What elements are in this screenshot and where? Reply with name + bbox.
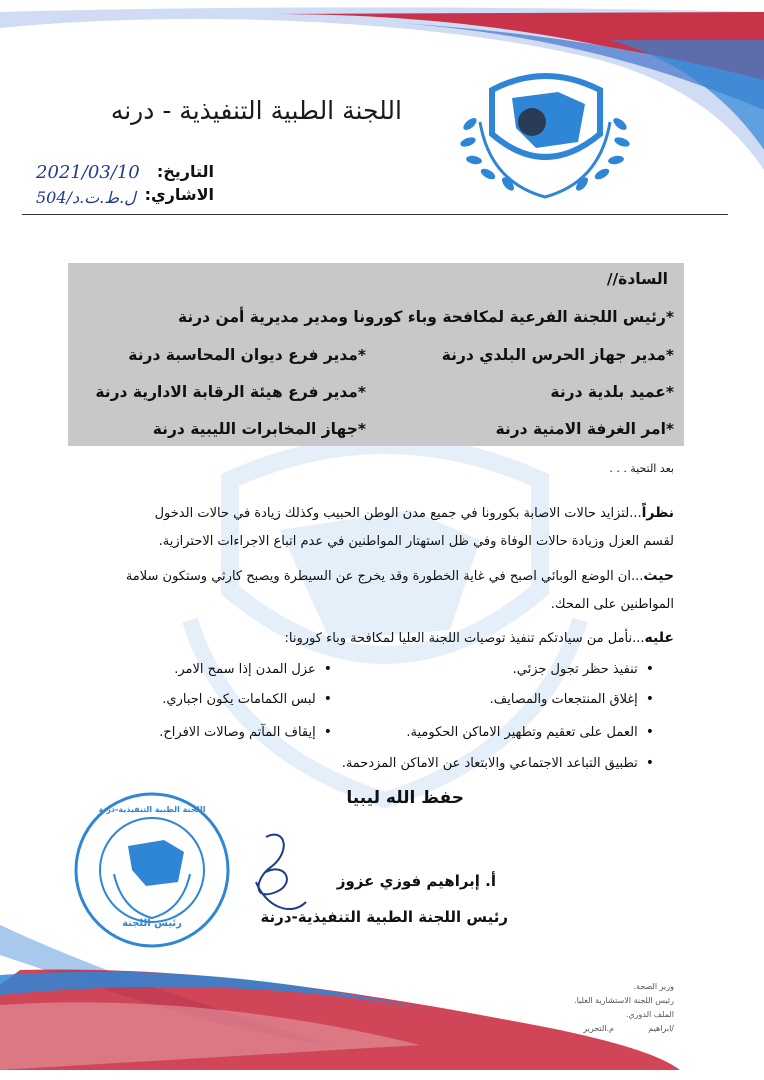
recipients-heading: السادة// [606, 270, 668, 288]
reference-value: 504/ل.ط.ت.د [36, 188, 136, 207]
recipient-right-2: *عميد بلدية درنة [550, 383, 674, 401]
date-label: التاريخ: [156, 162, 214, 181]
cc-item-1: وزير الصحة. [633, 982, 674, 991]
paragraph-1-line-2: لقسم العزل وزيادة حالات الوفاة وفي ظل استهتار المواطنين في عدم اتباع الاجراءات الاحترازية. [158, 534, 674, 549]
signatory-title: رئيس اللجنة الطبية التنفيذية-درنة [260, 908, 508, 926]
paragraph-3-lead: عليه [644, 630, 674, 646]
cc-item-2: رئيس اللجنة الاستشارية العليا. [574, 996, 674, 1005]
paragraph-2-line-2: المواطنين على المحك. [550, 597, 674, 612]
paragraph-3-text-1: ...نأمل من سيادتكم تنفيذ توصيات اللجنة العليا لمكافحة وباء كورونا: [284, 631, 645, 646]
bullet-left-1: • عزل المدن إذا سمح الامر. [174, 661, 332, 677]
bullet-right-1: • تنفيذ حظر تجول جزئي. [513, 661, 654, 677]
handwritten-signature [236, 822, 316, 922]
committee-title: اللجنة الطبية التنفيذية - درنه [110, 96, 402, 125]
bullet-right-2: • إغلاق المنتجعات والمصايف. [490, 691, 654, 707]
recipient-left-2: *مدير فرع هيئة الرقابة الادارية درنة [95, 383, 366, 401]
paragraph-2-lead: حيث [643, 568, 674, 584]
paragraph-1-line-1 [155, 505, 674, 521]
recipient-right-1: *مدير جهاز الحرس البلدي درنة [441, 346, 674, 364]
footer-item-1: م.التحرير [583, 1024, 614, 1033]
paragraph-1-lead: نظراً [641, 505, 674, 521]
reference-label: الاشاري: [144, 185, 214, 204]
header-divider [22, 214, 728, 215]
paragraph-2-line-1 [126, 568, 674, 584]
recipient-line-1: *رئيس اللجنة الفرعية لمكافحة وباء كورونا ومدير مديرية أمن درنة [178, 308, 674, 326]
paragraph-3-line-1 [285, 630, 674, 646]
date-value: 2021/03/10 [36, 162, 140, 183]
stamp-top-text: اللجنة الطبية التنفيذية-درنة [98, 805, 206, 814]
signatory-name: أ. إبراهيم فوزي عزوز [336, 872, 496, 890]
stamp-bottom-text: رئيس اللجنة [122, 918, 182, 929]
bullet-right-3: • العمل على تعقيم وتطهير الاماكن الحكومية. [406, 724, 654, 740]
closing-phrase: حفظ الله ليبيا [346, 788, 464, 808]
bullet-left-2: • لبس الكمامات يكون اجباري. [162, 691, 332, 707]
paragraph-2-text-1: ...ان الوضع الوبائي اصبح في غاية الخطورة وقد يخرج عن السيطرة ويصبح كارثي وستكون سلامة [125, 569, 644, 584]
bullet-right-4: • تطبيق التباعد الاجتماعي والابتعاد عن الاماكن المزدحمة. [342, 755, 654, 771]
paragraph-1-text-1: ...لتزايد حالات الاصابة بكورونا في جميع مدن الوطن الحبيب وكذلك زيادة في حالات الدخول [154, 506, 642, 521]
cc-item-3: الملف الدوري. [625, 1010, 674, 1019]
greeting: بعد التحية . . . [609, 462, 674, 475]
recipient-left-3: *جهاز المخابرات الليبية درنة [152, 420, 366, 438]
bullet-left-3: • إيقاف المآتم وصالات الافراح. [159, 724, 332, 740]
committee-logo [450, 62, 640, 212]
recipient-left-1: *مدير فرع ديوان المحاسبة درنة [128, 346, 366, 364]
footer-item-2: /ابراهيم [648, 1024, 674, 1033]
recipient-right-3: *امر الغرفة الامنية درنة [495, 420, 674, 438]
